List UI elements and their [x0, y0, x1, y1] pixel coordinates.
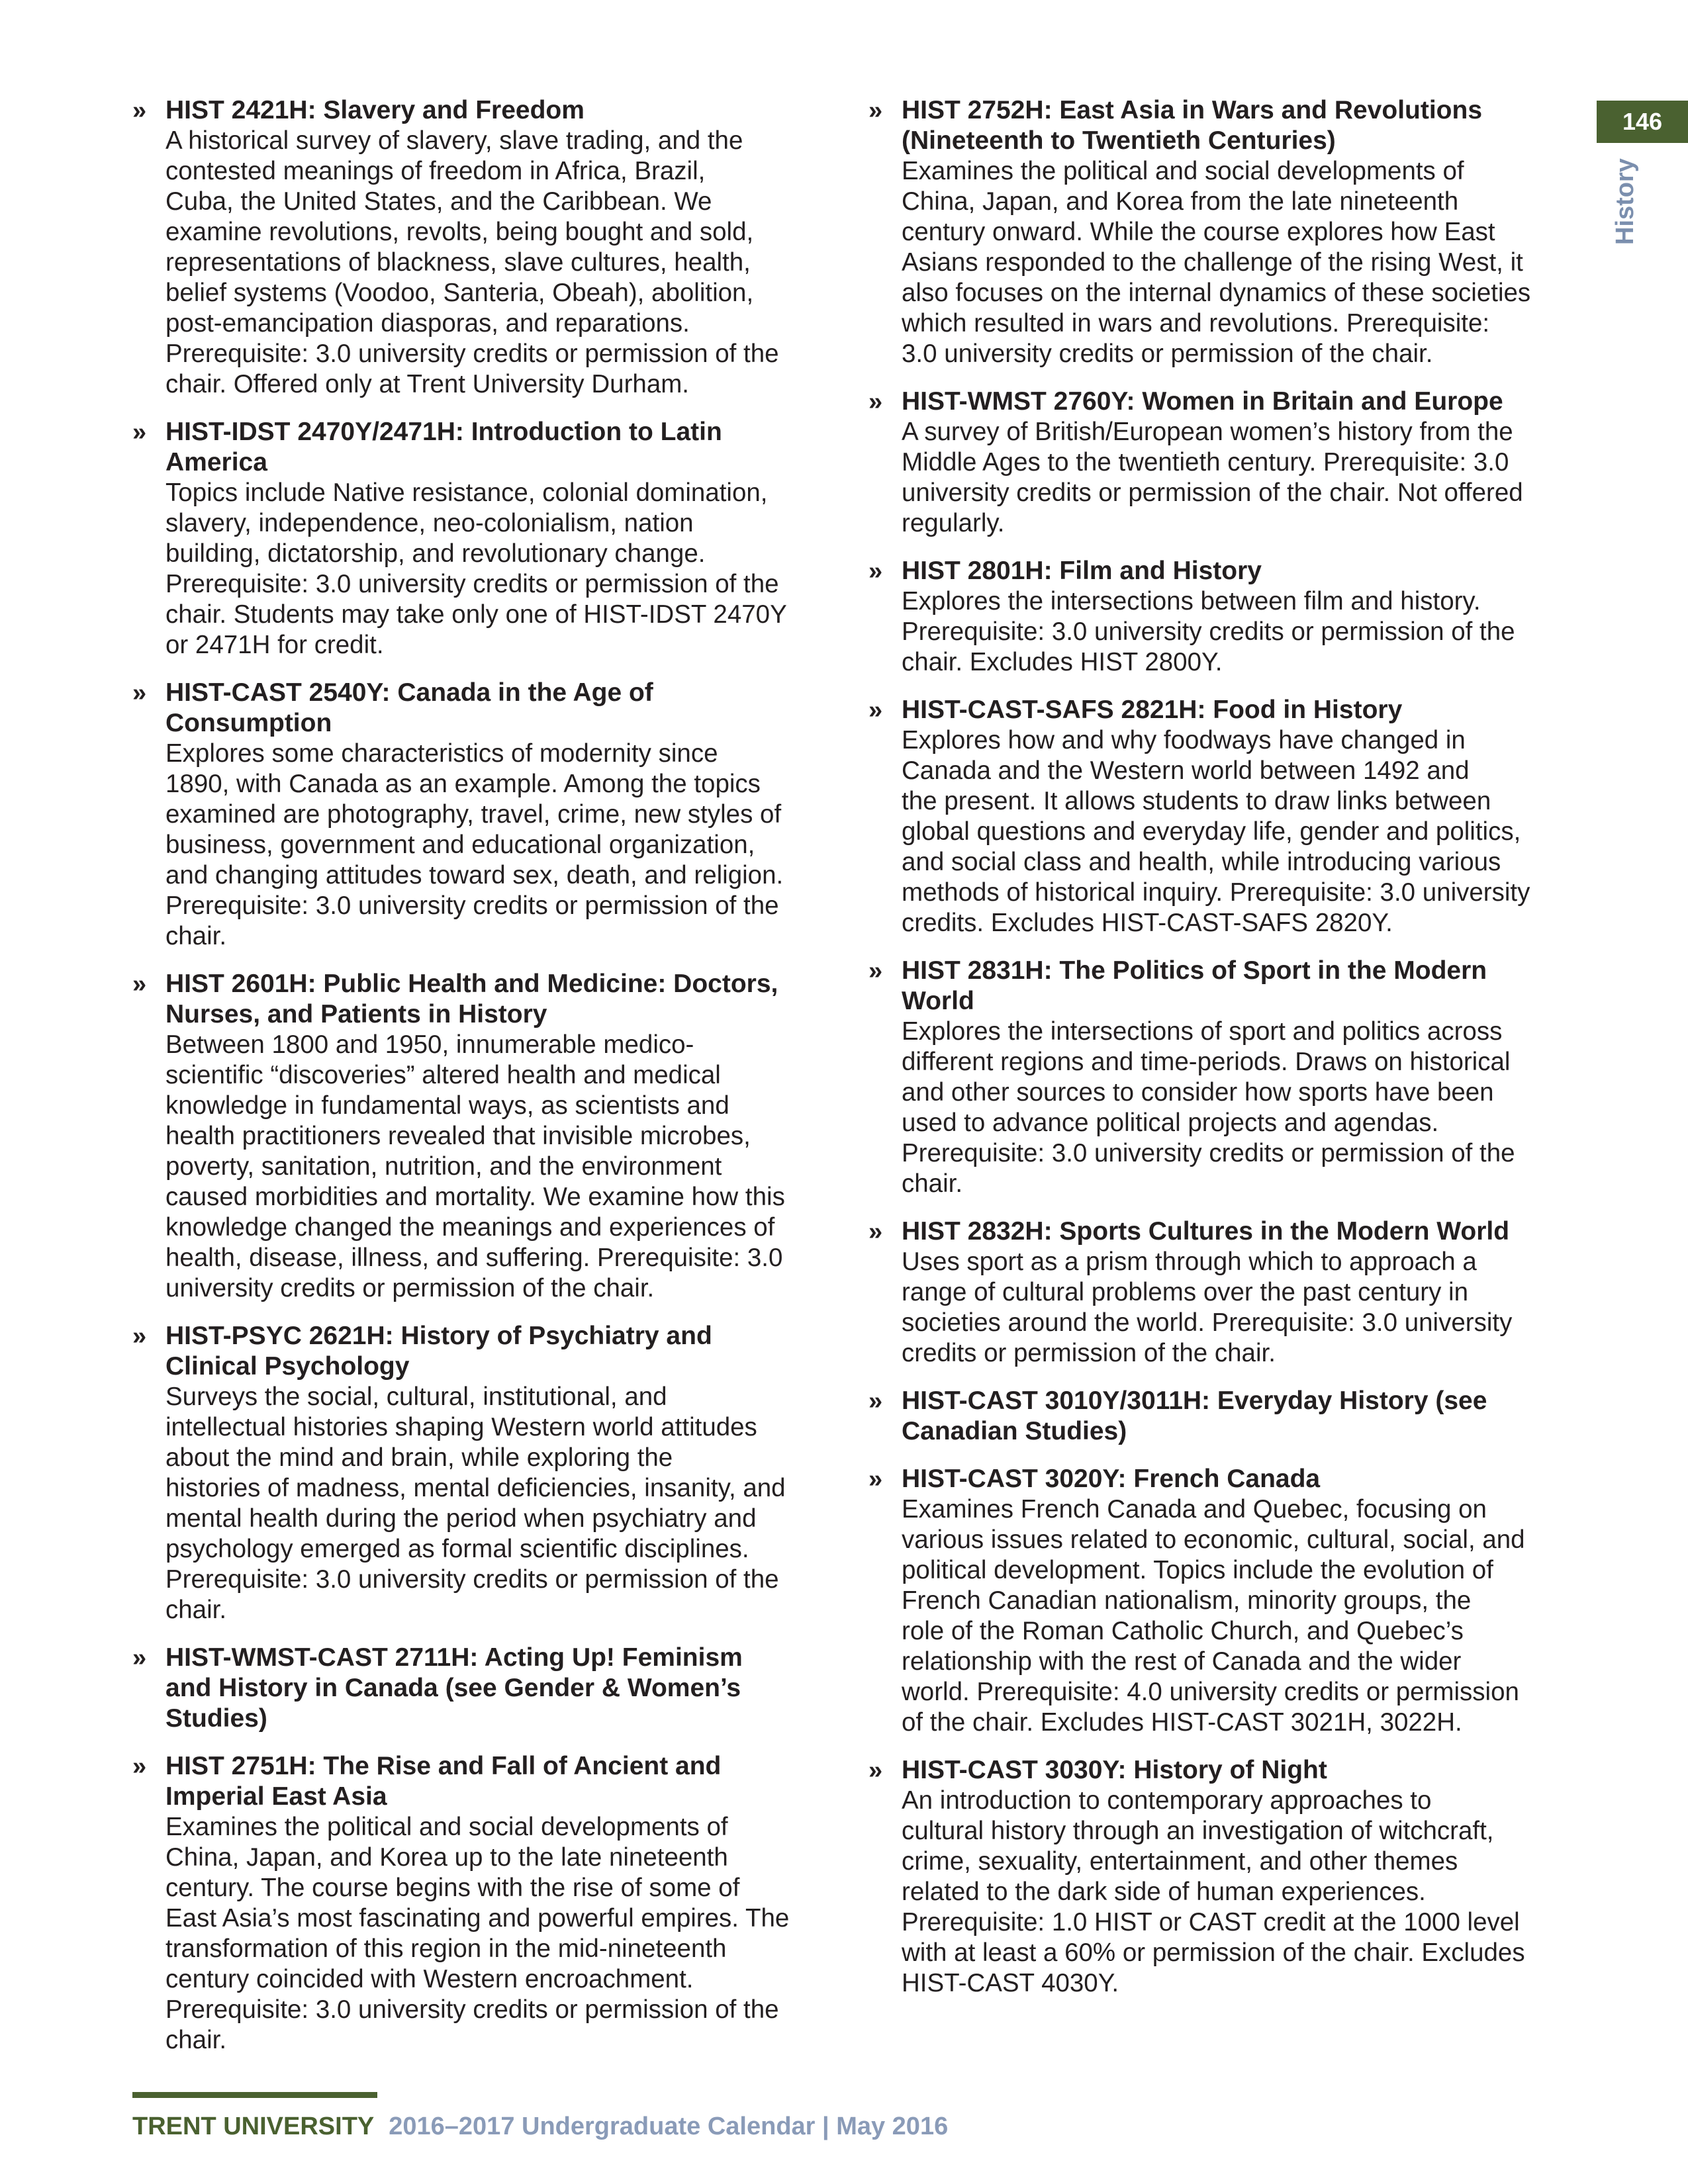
footer-rule	[132, 2092, 377, 2098]
bullet-icon: »	[132, 679, 147, 707]
page-number-badge: 146	[1597, 101, 1688, 143]
course-entry	[868, 556, 1564, 678]
course-entry	[868, 387, 1564, 539]
bullet-icon: »	[868, 97, 883, 124]
course-title: HIST-CAST 3010Y/3011H: Everyday History (see Canadian Studies)	[902, 1387, 1487, 1445]
bullet-icon: »	[132, 418, 147, 446]
course-description: Explores some characteristics of modernity since 1890, with Canada as an example. Among the topics examined are photography, travel, crime, new styles of business, government and educational organization, and changing attitudes toward sex, death, and religion. Prerequisite: 3.0 university credits or permission of the chair.	[165, 739, 784, 950]
bullet-icon: »	[868, 1387, 883, 1415]
course-description: Explores the intersections between film and history. Prerequisite: 3.0 university credits or permission of the chair. Excludes HIST 2800Y.	[902, 587, 1515, 676]
course-entry	[868, 1216, 1564, 1369]
course-entry	[868, 695, 1564, 938]
course-title: HIST-PSYC 2621H: History of Psychiatry and Clinical Psychology	[165, 1322, 712, 1381]
course-entry	[868, 956, 1564, 1199]
course-title: HIST-CAST-SAFS 2821H: Food in History	[902, 696, 1403, 724]
footer-university: TRENT UNIVERSITY	[132, 2113, 375, 2140]
bullet-icon: »	[868, 557, 883, 585]
course-entry	[132, 1643, 814, 1734]
course-entry	[132, 969, 814, 1304]
course-title: HIST 2751H: The Rise and Fall of Ancient and Imperial East Asia	[165, 1752, 722, 1811]
bullet-icon: »	[132, 97, 147, 124]
course-title: HIST 2801H: Film and History	[902, 557, 1262, 585]
bullet-icon: »	[868, 1756, 883, 1784]
course-entry	[868, 95, 1564, 369]
course-description: Examines the political and social developments of China, Japan, and Korea from the late nineteenth century onward. While the course explores how East Asians responded to the challenge of the rising West, it also focuses on the internal dynamics of these societies which resulted in wars and revolutions. Prerequisite: 3.0 university credits or permission of the chair.	[902, 157, 1531, 368]
bullet-icon: »	[132, 970, 147, 998]
course-title: HIST-CAST 3030Y: History of Night	[902, 1756, 1327, 1784]
bullet-icon: »	[868, 1465, 883, 1493]
course-title: HIST-CAST 3020Y: French Canada	[902, 1465, 1321, 1493]
footer	[132, 2110, 948, 2143]
bullet-icon: »	[132, 1322, 147, 1350]
course-entry	[868, 1755, 1564, 1999]
bullet-icon: »	[868, 957, 883, 985]
course-entry	[868, 1464, 1564, 1738]
course-title: HIST-WMST 2760Y: Women in Britain and Europe	[902, 387, 1503, 416]
footer-subtitle: 2016–2017 Undergraduate Calendar | May 2016	[389, 2113, 949, 2140]
course-title: HIST 2421H: Slavery and Freedom	[165, 96, 585, 124]
course-description: A survey of British/European women’s history from the Middle Ages to the twentieth century. Prerequisite: 3.0 university credits or permission of the chair. Not offered regularly.	[902, 418, 1523, 537]
course-description: Examines French Canada and Quebec, focusing on various issues related to economic, cultural, social, and political development. Topics include the evolution of French Canadian nationalism, minority groups, the role of the Roman Catholic Church, and Quebec’s relationship with the rest of Canada and the wider world. Prerequisite: 4.0 university credits or permission of the chair. Excludes HIST-CAST 3021H, 3022H.	[902, 1495, 1525, 1737]
course-title: HIST 2752H: East Asia in Wars and Revolutions (Nineteenth to Twentieth Centuries)	[902, 96, 1483, 155]
course-entry	[868, 1386, 1564, 1447]
bullet-icon: »	[868, 1218, 883, 1246]
bullet-icon: »	[132, 1752, 147, 1780]
course-description: Explores how and why foodways have changed in Canada and the Western world between 1492 and the present. It allows students to draw links between global questions and everyday life, gender and politics, and social class and health, while introducing various methods of historical inquiry. Prerequisite: 3.0 university credits. Excludes HIST-CAST-SAFS 2820Y.	[902, 726, 1530, 937]
bullet-icon: »	[868, 388, 883, 416]
course-title: HIST-CAST 2540Y: Canada in the Age of Consumption	[165, 678, 653, 737]
course-description: Surveys the social, cultural, institutional, and intellectual histories shaping Western world attitudes about the mind and brain, while exploring the histories of madness, mental deficiencies, insanity, and mental health during the period when psychiatry and psychology emerged as formal scientific disciplines. Prerequisite: 3.0 university credits or permission of the chair.	[165, 1383, 786, 1624]
section-side-label: History	[1611, 158, 1639, 245]
course-title: HIST 2831H: The Politics of Sport in the Modern World	[902, 956, 1487, 1015]
course-title: HIST 2832H: Sports Cultures in the Modern World	[902, 1217, 1510, 1246]
course-title: HIST-WMST-CAST 2711H: Acting Up! Feminism and History in Canada (see Gender & Women’s Studies)	[165, 1643, 743, 1733]
course-description: Between 1800 and 1950, innumerable medico- scientific “discoveries” altered health and medical knowledge in fundamental ways, as scientists and health practitioners revealed that invisible microbes, poverty, sanitation, nutrition, and the environment caused morbidities and mortality. We examine how this knowledge changed the meanings and experiences of health, disease, illness, and suffering. Prerequisite: 3.0 university credits or permission of the chair.	[165, 1030, 785, 1302]
course-description: Explores the intersections of sport and politics across different regions and time-periods. Draws on historical and other sources to consider how sports have been used to advance political projects and agendas. Prerequisite: 3.0 university credits or permission of the chair.	[902, 1017, 1515, 1198]
course-entry	[132, 417, 814, 660]
course-entry	[132, 678, 814, 952]
right-column	[868, 95, 1564, 2016]
course-entry	[132, 1321, 814, 1625]
course-entry	[132, 1751, 814, 2056]
bullet-icon: »	[868, 696, 883, 724]
course-description: Uses sport as a prism through which to approach a range of cultural problems over the past century in societies around the world. Prerequisite: 3.0 university credits or permission of the chair.	[902, 1248, 1513, 1367]
course-description: Examines the political and social developments of China, Japan, and Korea up to the late nineteenth century. The course begins with the rise of some of East Asia’s most fascinating and powerful empires. The transformation of this region in the mid-nineteenth century coincided with Western encroachment. Prerequisite: 3.0 university credits or permission of the chair.	[165, 1813, 790, 2054]
bullet-icon: »	[132, 1644, 147, 1672]
course-entry	[132, 95, 814, 400]
left-column	[132, 95, 814, 2073]
course-title: HIST-IDST 2470Y/2471H: Introduction to Latin America	[165, 418, 722, 477]
course-description: An introduction to contemporary approaches to cultural history through an investigation of witchcraft, crime, sexuality, entertainment, and other themes related to the dark side of human experiences. Prerequisite: 1.0 HIST or CAST credit at the 1000 level with at least a 60% or permission of the chair. Excludes HIST-CAST 4030Y.	[902, 1786, 1525, 1997]
course-description: A historical survey of slavery, slave trading, and the contested meanings of freedom in Africa, Brazil, Cuba, the United States, and the Caribbean. We examine revolutions, revolts, being bought and sold, representations of blackness, slave cultures, health, belief systems (Voodoo, Santeria, Obeah), abolition, post-emancipation diasporas, and reparations. Prerequisite: 3.0 university credits or permission of the chair. Offered only at Trent University Durham.	[165, 126, 779, 398]
course-title: HIST 2601H: Public Health and Medicine: Doctors, Nurses, and Patients in History	[165, 970, 778, 1028]
course-description: Topics include Native resistance, colonial domination, slavery, independence, neo-colonialism, nation building, dictatorship, and revolutionary change. Prerequisite: 3.0 university credits or permission of the chair. Students may take only one of HIST-IDST 2470Y or 2471H for credit.	[165, 478, 787, 659]
